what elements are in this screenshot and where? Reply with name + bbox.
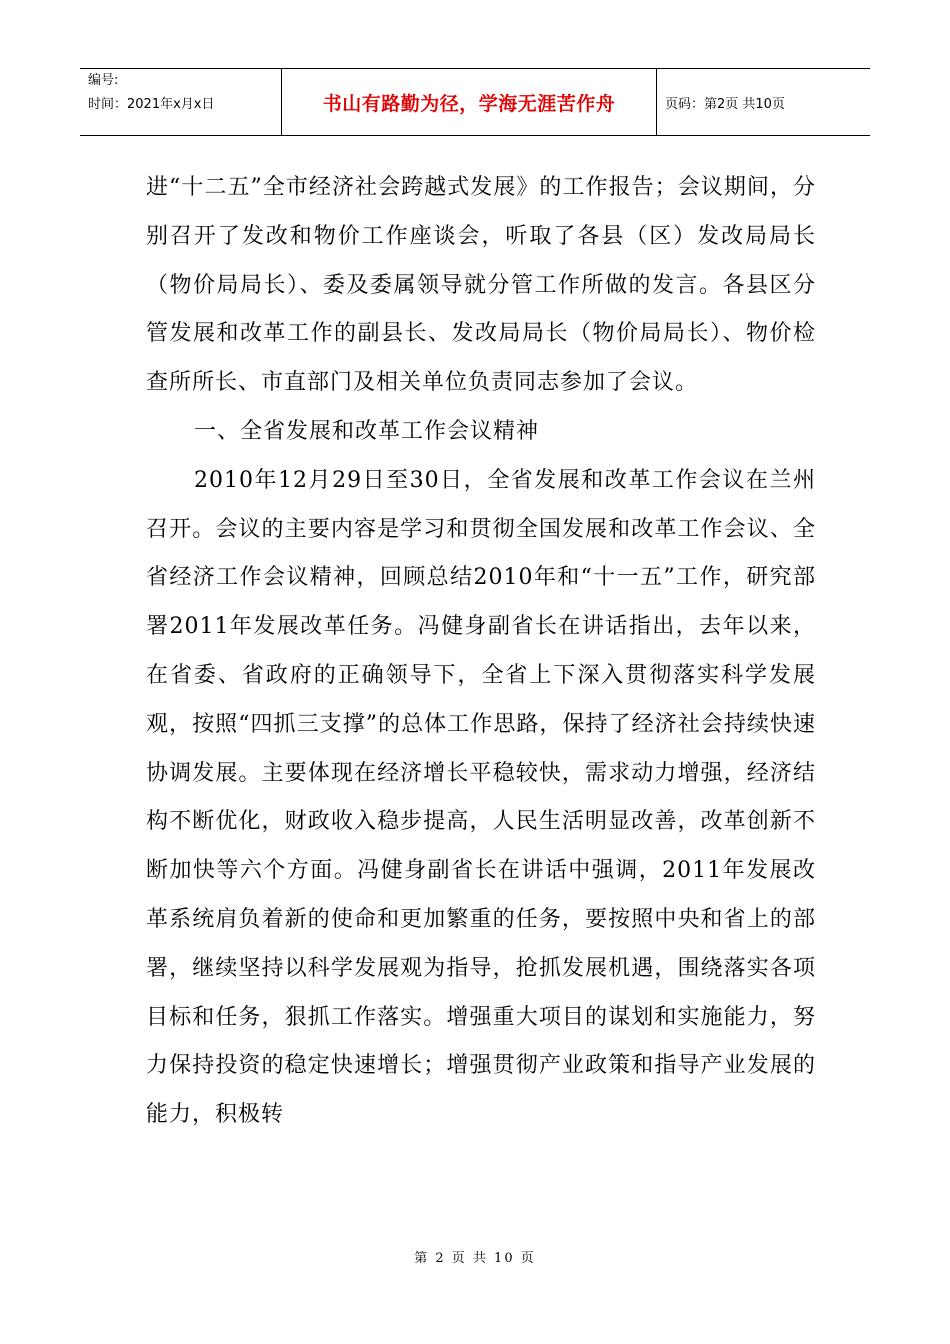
body-paragraph: 进“十二五”全市经济社会跨越式发展》的工作报告；会议期间，分别召开了发改和物价工作座谈会，听取了各县（区）发改局局长（物价局局长）、委及委属领导就分管工作所做的发言。各县区分管发展和改革工作的副县长、发改局局长（物价局局长）、物价检查所所长、市直部门及相关单位负责同志参加了会议。 [146, 175, 816, 396]
document-number-label: 编号: [88, 73, 119, 88]
header-motto: 书山有路勤为径，学海无涯苦作舟 [282, 69, 657, 135]
body-paragraph: 2010年12月29日至30日，全省发展和改革工作会议在兰州召开。会议的主要内容是学习和贯彻全国发展和改革工作会议、全省经济工作会议精神，回顾总结2010年和“十一五”工作，研究部署2011年发展改革任务。冯健身副省长在讲话指出，去年以来，在省委、省政府的正确领导下，全省上下深入贯彻落实科学发展观，按照“四抓三支撑”的总体工作思路，保持了经济社会持续快速协调发展。主要体现在经济增长平稳较快，需求动力增强，经济结构不断优化，财政收入稳步提高，人民生活明显改善，改革创新不断加快等六个方面。冯健身副省长在讲话中强调，2011年发展改革系统肩负着新的使命和更加繁重的任务，要按照中央和省上的部署，继续坚持以科学发展观为指导，抢抓发展机遇，围绕落实各项目标和任务，狠抓工作落实。增强重大项目的谋划和实施能力，努力保持投资的稳定快速增长；增强贯彻产业政策和指导产业发展的能力，积极转 [146, 467, 816, 1128]
header-page-indicator: 页码：第2页 共10页 [665, 96, 785, 112]
document-body [146, 164, 816, 1140]
section-heading: 一、全省发展和改革工作会议精神 [194, 418, 540, 444]
page-footer: 第 2 页 共 10 页 [414, 1251, 536, 1266]
page-header [80, 68, 870, 136]
header-meta [80, 69, 282, 135]
document-time-label: 时间：2021年x月x日 [88, 97, 215, 112]
